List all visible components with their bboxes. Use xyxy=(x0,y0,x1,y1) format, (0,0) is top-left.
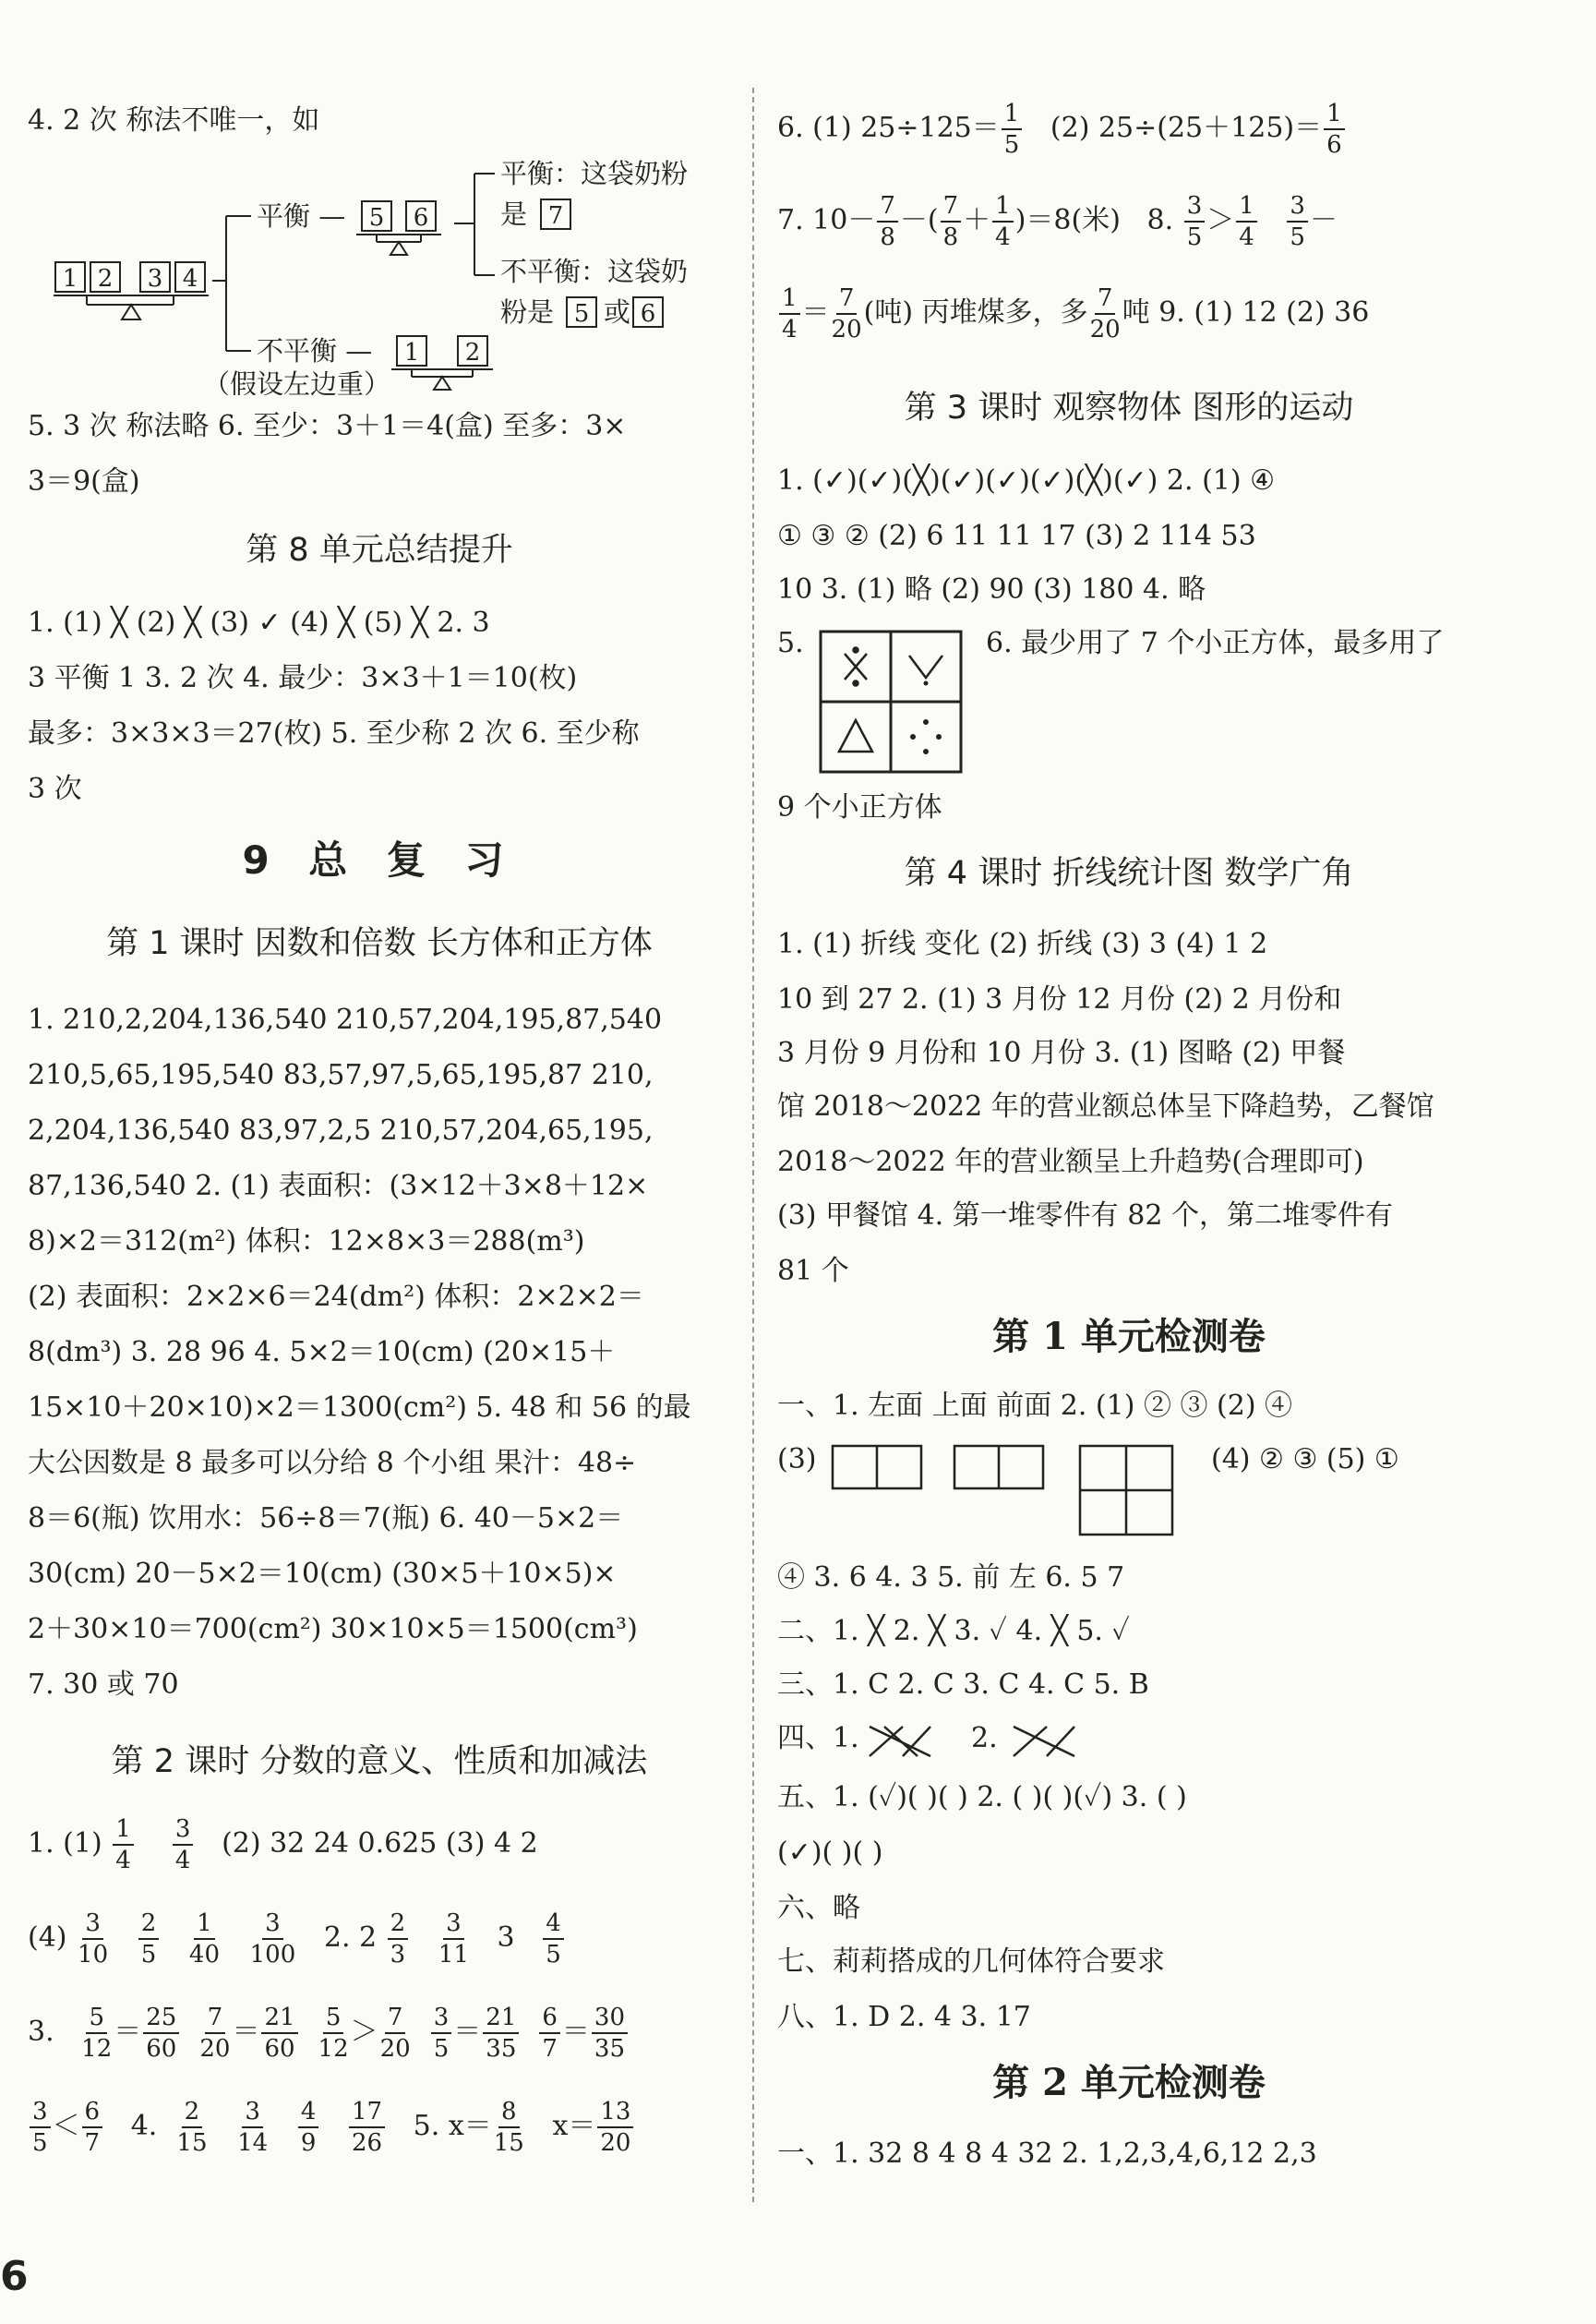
fraction xyxy=(189,1909,220,1969)
lesson1-line: 大公因数是 8 最多可以分给 8 个小组 果汁：48÷ xyxy=(28,1447,637,1479)
numerator: 7 xyxy=(205,2003,226,2034)
lesson3-line-2: ① ③ ② (2) 6 11 11 17 (3) 2 114 53 xyxy=(777,520,1256,552)
numerator: 3 xyxy=(82,1909,103,1940)
fraction xyxy=(199,2003,230,2064)
test1-line-6-label: 四、1. xyxy=(777,1722,859,1754)
row-text: (2) 32 24 0.625 (3) 4 2 xyxy=(222,1827,538,1860)
row-text: －( xyxy=(899,204,939,236)
numerator: 1 xyxy=(779,283,800,315)
operator: ＝ xyxy=(114,2016,142,2048)
lesson3-line-3: 10 3. (1) 略 (2) 90 (3) 180 4. 略 xyxy=(777,573,1206,606)
test1-line-10: 七、莉莉搭成的几何体符合要求 xyxy=(777,1945,1165,1978)
lesson1-line: 2＋30×10＝700(cm²) 30×10×5＝1500(cm³) xyxy=(28,1613,638,1645)
cross-symbol-icon xyxy=(845,648,867,686)
lesson1-line: 15×10＋20×10)×2＝1300(cm²) 5. 48 和 56 的最 xyxy=(28,1391,691,1424)
operator: － xyxy=(1309,204,1338,236)
denominator: 10 xyxy=(78,1941,109,1969)
lesson1-line: 8)×2＝312(m²) 体积：12×8×3＝288(m³) xyxy=(28,1225,585,1258)
denominator: 9 xyxy=(300,2129,317,2157)
fraction xyxy=(143,2003,179,2064)
balance-box-5: 5 xyxy=(368,204,385,232)
fraction xyxy=(176,2097,207,2158)
row-text: 6. (1) 25÷125＝ xyxy=(777,112,1000,144)
denominator: 15 xyxy=(176,2129,208,2157)
chapter9-title: 9 总 复 习 xyxy=(242,837,517,883)
denominator: 3 xyxy=(390,1941,406,1969)
test1-line-8: (✓)( )( ) xyxy=(777,1836,883,1869)
fraction xyxy=(237,2097,268,2158)
lesson1-line: 210,5,65,195,540 83,57,97,5,65,195,87 210, xyxy=(28,1059,654,1091)
triangle-symbol-icon xyxy=(839,720,872,752)
row-text: 吨 9. (1) 12 (2) 36 xyxy=(1122,296,1370,329)
denominator: 20 xyxy=(1089,316,1121,343)
denominator: 5 xyxy=(1290,223,1305,251)
denominator: 26 xyxy=(351,2129,383,2157)
numerator: 2 xyxy=(388,1909,409,1940)
fraction xyxy=(138,1909,160,1969)
lesson2-row-1 xyxy=(28,1812,538,1876)
denominator: 35 xyxy=(594,2035,626,2063)
test1-line-7: 五、1. (✓)( )( ) 2. ( )( )(✓) 3. ( ) xyxy=(777,1781,1187,1813)
balance-result-b: 是 xyxy=(500,199,528,230)
coin-label-2: 2 xyxy=(97,265,114,293)
fraction xyxy=(941,191,962,252)
denominator: 35 xyxy=(486,2035,517,2063)
operator: ＝ xyxy=(232,2016,260,2048)
unbalance-branch-label: 不平衡 — xyxy=(257,335,373,367)
result-box-5: 5 xyxy=(573,300,590,328)
fraction xyxy=(1090,283,1121,344)
unit8-title: 第 8 单元总结提升 xyxy=(246,532,513,569)
two-square-row-icon xyxy=(833,1446,921,1488)
denominator: 15 xyxy=(493,2129,524,2157)
unit8-line-1: 1. (1) ╳ (2) ╳ (3) ✓ (4) ╳ (5) ╳ 2. 3 xyxy=(28,607,490,639)
coin-label-1: 1 xyxy=(62,265,78,293)
answer-q4: 4. 2 次 称法不唯一，如 xyxy=(28,104,320,137)
balance-result-a: 平衡：这袋奶粉 xyxy=(500,158,689,189)
lesson2-title: 第 2 课时 分数的意义、性质和加减法 xyxy=(111,1743,648,1780)
denominator: 7 xyxy=(542,2035,558,2063)
fraction xyxy=(877,191,898,252)
answer-q6 xyxy=(777,96,1347,161)
fraction xyxy=(779,283,800,344)
numerator: 7 xyxy=(836,283,858,315)
balance-fulcrum-icon xyxy=(122,305,140,319)
fraction xyxy=(438,1909,469,1969)
unbalance-box-2: 2 xyxy=(464,339,481,367)
test1-line-5: 三、1. C 2. C 3. C 4. C 5. B xyxy=(777,1668,1149,1701)
denominator: 5 xyxy=(433,2035,450,2063)
denominator: 20 xyxy=(600,2129,631,2157)
denominator: 4 xyxy=(174,1847,191,1874)
numerator: 3 xyxy=(431,2003,452,2034)
numerator: 1 xyxy=(1236,191,1257,223)
fraction xyxy=(82,2097,103,2158)
lesson4-line: (3) 甲餐馆 4. 第一堆零件有 82 个，第二堆零件有 xyxy=(777,1199,1393,1232)
fraction xyxy=(494,2097,524,2158)
unbalance-result-b: 粉是 xyxy=(500,296,555,328)
lesson2-row-2 xyxy=(28,1906,566,1970)
q-label: 1. (1) xyxy=(28,1827,102,1860)
numerator: 1 xyxy=(1324,99,1345,130)
numerator: 2 xyxy=(182,2097,203,2128)
fraction xyxy=(1184,191,1206,252)
lesson4-line: 1. (1) 折线 变化 (2) 折线 (3) 3 (4) 1 2 xyxy=(777,928,1268,960)
fraction xyxy=(298,2097,319,2158)
denominator: 5 xyxy=(32,2129,48,2157)
fraction xyxy=(592,2003,628,2064)
test1-line-1: 一、1. 左面 上面 前面 2. (1) ② ③ (2) ④ xyxy=(777,1390,1293,1422)
fraction xyxy=(173,1814,194,1875)
lesson1-title: 第 1 课时 因数和倍数 长方体和正方体 xyxy=(106,925,653,962)
matching-lines-2-icon xyxy=(1010,1721,1093,1762)
test1-line-9: 六、略 xyxy=(777,1892,860,1924)
unbalance-or: 或 xyxy=(604,296,631,328)
denominator: 5 xyxy=(1003,131,1020,159)
numerator: 3 xyxy=(1287,191,1308,223)
operator: ＝ xyxy=(801,296,830,329)
numerator: 5 xyxy=(86,2003,107,2034)
answer-q5: 5. 3 次 称法略 6. 至少：3＋1＝4(盒) 至多：3× xyxy=(28,410,627,442)
test2-title: 第 2 单元检测卷 xyxy=(992,2061,1266,2104)
lesson4-title: 第 4 课时 折线统计图 数学广角 xyxy=(904,855,1354,892)
result-box-6: 6 xyxy=(640,300,656,328)
answer-q8-cont xyxy=(777,281,1369,345)
lesson1-line: (2) 表面积：2×2×6＝24(dm²) 体积：2×2×2＝ xyxy=(28,1281,644,1313)
lesson2-row-4 xyxy=(28,2094,635,2159)
denominator: 11 xyxy=(438,1941,469,1969)
row-text: 3 xyxy=(497,1921,515,1954)
numerator: 4 xyxy=(298,2097,319,2128)
numerator: 17 xyxy=(349,2097,385,2128)
denominator: 4 xyxy=(1239,223,1254,251)
fraction xyxy=(30,2097,51,2158)
numerator: 13 xyxy=(597,2097,633,2128)
weighing-diagram xyxy=(28,146,729,395)
symbol-grid-svg xyxy=(819,630,966,776)
denominator: 100 xyxy=(249,1941,296,1969)
fraction xyxy=(1324,99,1345,160)
lesson1-line: 2,204,136,540 83,97,2,5 210,57,204,65,195, xyxy=(28,1114,654,1147)
denominator: 60 xyxy=(264,2035,295,2063)
row-text: x＝ xyxy=(552,2110,596,2142)
view-shapes xyxy=(831,1444,1218,1540)
fraction-comparison xyxy=(429,2004,522,2063)
denominator: 14 xyxy=(237,2129,269,2157)
fraction xyxy=(113,1814,134,1875)
denominator: 6 xyxy=(1326,131,1342,159)
lesson4-line: 馆 2018～2022 年的营业额总体呈下降趋势，乙餐馆 xyxy=(777,1090,1434,1123)
numerator: 25 xyxy=(143,2003,179,2034)
test1-line-2-label: (3) xyxy=(777,1443,817,1475)
matching-lines-1-icon xyxy=(866,1721,949,1762)
balance-branch-label: 平衡 — xyxy=(257,200,346,232)
balance-box-6: 6 xyxy=(413,204,429,232)
check-symbol-icon xyxy=(909,656,942,686)
q-label: 2. 2 xyxy=(323,1921,378,1954)
test1-line-11: 八、1. D 2. 4 3. 17 xyxy=(777,2001,1031,2033)
matching-lines-2 xyxy=(1010,1721,1093,1762)
fraction-comparison xyxy=(198,2004,299,2063)
numerator: 6 xyxy=(82,2097,103,2128)
unbalance-result-a: 不平衡：这袋奶 xyxy=(500,256,689,287)
numerator: 1 xyxy=(1002,99,1023,130)
numerator: 30 xyxy=(592,2003,628,2034)
numerator: 3 xyxy=(443,1909,464,1940)
numerator: 1 xyxy=(992,191,1014,223)
numerator: 3 xyxy=(173,1814,194,1846)
fraction xyxy=(78,1909,108,1969)
result-box-7: 7 xyxy=(547,202,564,230)
page-number: 6 xyxy=(0,2253,29,2300)
denominator: 5 xyxy=(1186,223,1203,251)
unit8-line-2: 3 平衡 1 3. 2 次 4. 最少：3×3＋1＝10(枚) xyxy=(28,662,578,694)
operator: ＜ xyxy=(52,2110,80,2142)
lesson4-line: 10 到 27 2. (1) 3 月份 12 月份 (2) 2 月份和 xyxy=(777,983,1342,1016)
coin-label-3: 3 xyxy=(147,265,163,293)
numerator: 1 xyxy=(113,1814,134,1846)
lesson1-line: 1. 210,2,204,136,540 210,57,204,195,87,540 xyxy=(28,1004,663,1036)
lesson4-line: 2018～2022 年的营业额呈上升趋势(合理即可) xyxy=(777,1146,1364,1178)
fraction xyxy=(483,2003,519,2064)
fraction xyxy=(597,2097,633,2158)
view-shapes-svg xyxy=(831,1444,1218,1540)
numerator: 4 xyxy=(543,1909,564,1940)
test1-line-4: 二、1. ╳ 2. ╳ 3. ✓ 4. ╳ 5. ✓ xyxy=(777,1615,1130,1647)
lesson4-line: 81 个 xyxy=(777,1255,849,1287)
two-square-row-icon xyxy=(954,1446,1043,1488)
numerator: 7 xyxy=(941,191,962,223)
fraction xyxy=(261,2003,297,2064)
operator: ＝ xyxy=(453,2016,482,2048)
answer-q5-cont: 3＝9(盒) xyxy=(28,465,140,498)
fraction xyxy=(318,2003,349,2064)
dots-symbol-icon xyxy=(910,719,942,754)
lesson1-line: 7. 30 或 70 xyxy=(28,1668,179,1701)
numerator: 21 xyxy=(261,2003,297,2034)
lesson3-q5-label: 5. xyxy=(777,627,804,659)
fraction xyxy=(81,2003,112,2064)
unit8-line-3: 最多：3×3×3＝27(枚) 5. 至少称 2 次 6. 至少称 xyxy=(28,717,640,750)
lesson1-line: 30(cm) 20－5×2＝10(cm) (30×5＋10×5)× xyxy=(28,1558,617,1590)
fraction xyxy=(543,1909,564,1969)
q-label: (4) xyxy=(28,1921,67,1954)
denominator: 4 xyxy=(115,1847,131,1874)
fraction-comparison xyxy=(317,2004,413,2063)
q-label: 3. xyxy=(28,2016,54,2048)
denominator: 12 xyxy=(81,2035,113,2063)
test1-line-3: ④ 3. 6 4. 3 5. 前 左 6. 5 7 xyxy=(777,1561,1125,1594)
denominator: 20 xyxy=(831,316,862,343)
denominator: 40 xyxy=(188,1941,220,1969)
numerator: 3 xyxy=(30,2097,51,2128)
lesson3-title: 第 3 课时 观察物体 图形的运动 xyxy=(904,390,1354,427)
test2-line-1: 一、1. 32 8 4 8 4 32 2. 1,2,3,4,6,12 2,3 xyxy=(777,2137,1317,2170)
denominator: 5 xyxy=(140,1941,157,1969)
numerator: 5 xyxy=(323,2003,344,2034)
matching-lines-1 xyxy=(866,1721,949,1762)
unbalance-box-1: 1 xyxy=(403,339,420,367)
denominator: 5 xyxy=(546,1941,561,1969)
answer-q7-q8 xyxy=(777,188,1338,253)
denominator: 12 xyxy=(318,2035,349,2063)
numerator: 6 xyxy=(539,2003,560,2034)
denominator: 20 xyxy=(199,2035,231,2063)
denominator: 8 xyxy=(880,223,895,251)
numerator: 8 xyxy=(498,2097,520,2128)
numerator: 7 xyxy=(1095,283,1116,315)
fraction xyxy=(539,2003,560,2064)
row-text: )＝8(米) xyxy=(1014,204,1121,236)
assume-note: （假设左边重） xyxy=(203,368,391,395)
fraction-comparison xyxy=(79,2004,181,2063)
coin-label-4: 4 xyxy=(182,265,198,293)
row-text: (吨) 丙堆煤多，多 xyxy=(863,296,1088,329)
operator: ＞ xyxy=(1206,204,1235,236)
test1-line-6-label2: 2. xyxy=(971,1722,998,1754)
operator: ＞ xyxy=(350,2016,378,2048)
operator: ＝ xyxy=(561,2016,590,2048)
fraction xyxy=(388,1909,409,1969)
column-divider xyxy=(752,88,754,2202)
lesson1-line: 8＝6(瓶) 饮用水：56÷8＝7(瓶) 6. 40－5×2＝ xyxy=(28,1502,624,1535)
numerator: 7 xyxy=(385,2003,406,2034)
test1-line-2-rest: (4) ② ③ (5) ① xyxy=(1211,1443,1399,1475)
denominator: 20 xyxy=(379,2035,411,2063)
denominator: 4 xyxy=(995,223,1011,251)
numerator: 3 xyxy=(242,2097,263,2128)
q-label: 8. xyxy=(1146,204,1174,236)
weighing-diagram-svg xyxy=(28,146,729,395)
numerator: 7 xyxy=(877,191,898,223)
lesson3-line-1: 1. (✓)(✓)(╳)(✓)(✓)(✓)(╳)(✓) 2. (1) ④ xyxy=(777,464,1275,497)
denominator: 8 xyxy=(942,223,959,251)
fraction xyxy=(431,2003,452,2064)
numerator: 2 xyxy=(138,1909,160,1940)
lesson1-line: 87,136,540 2. (1) 表面积：(3×12＋3×8＋12× xyxy=(28,1170,649,1202)
numerator: 21 xyxy=(483,2003,519,2034)
lesson2-row-3 xyxy=(28,2000,630,2065)
lesson4-line: 3 月份 9 月份和 10 月份 3. (1) 图略 (2) 甲餐 xyxy=(777,1037,1346,1069)
fraction xyxy=(832,283,862,344)
fraction xyxy=(1236,191,1257,252)
operator: ＋ xyxy=(963,204,991,236)
row-text: (2) 25÷(25＋125)＝ xyxy=(1050,112,1323,144)
numerator: 3 xyxy=(262,1909,283,1940)
lesson3-line-5: 9 个小正方体 xyxy=(777,791,942,824)
denominator: 4 xyxy=(782,316,798,343)
fraction xyxy=(1287,191,1308,252)
denominator: 7 xyxy=(84,2129,101,2157)
test1-title: 第 1 单元检测卷 xyxy=(992,1315,1266,1358)
unit8-line-4: 3 次 xyxy=(28,773,82,805)
denominator: 60 xyxy=(146,2035,177,2063)
row-text: 7. 10－ xyxy=(777,204,876,236)
fraction xyxy=(250,1909,296,1969)
q-label: 4. xyxy=(130,2110,158,2142)
fraction xyxy=(1002,99,1023,160)
fraction-comparison xyxy=(537,2004,630,2063)
symbol-grid xyxy=(819,630,966,776)
four-square-grid-icon xyxy=(1080,1446,1172,1535)
fraction xyxy=(380,2003,411,2064)
lesson1-line: 8(dm³) 3. 28 96 4. 5×2＝10(cm) (20×15＋ xyxy=(28,1336,616,1368)
fraction xyxy=(992,191,1014,252)
lesson3-q6: 6. 最少用了 7 个小正方体，最多用了 xyxy=(986,627,1445,659)
numerator: 1 xyxy=(194,1909,215,1940)
numerator: 3 xyxy=(1184,191,1206,223)
fraction-comparisons xyxy=(63,2004,630,2063)
fraction xyxy=(349,2097,385,2158)
row-text: 5. x＝ xyxy=(413,2110,492,2142)
